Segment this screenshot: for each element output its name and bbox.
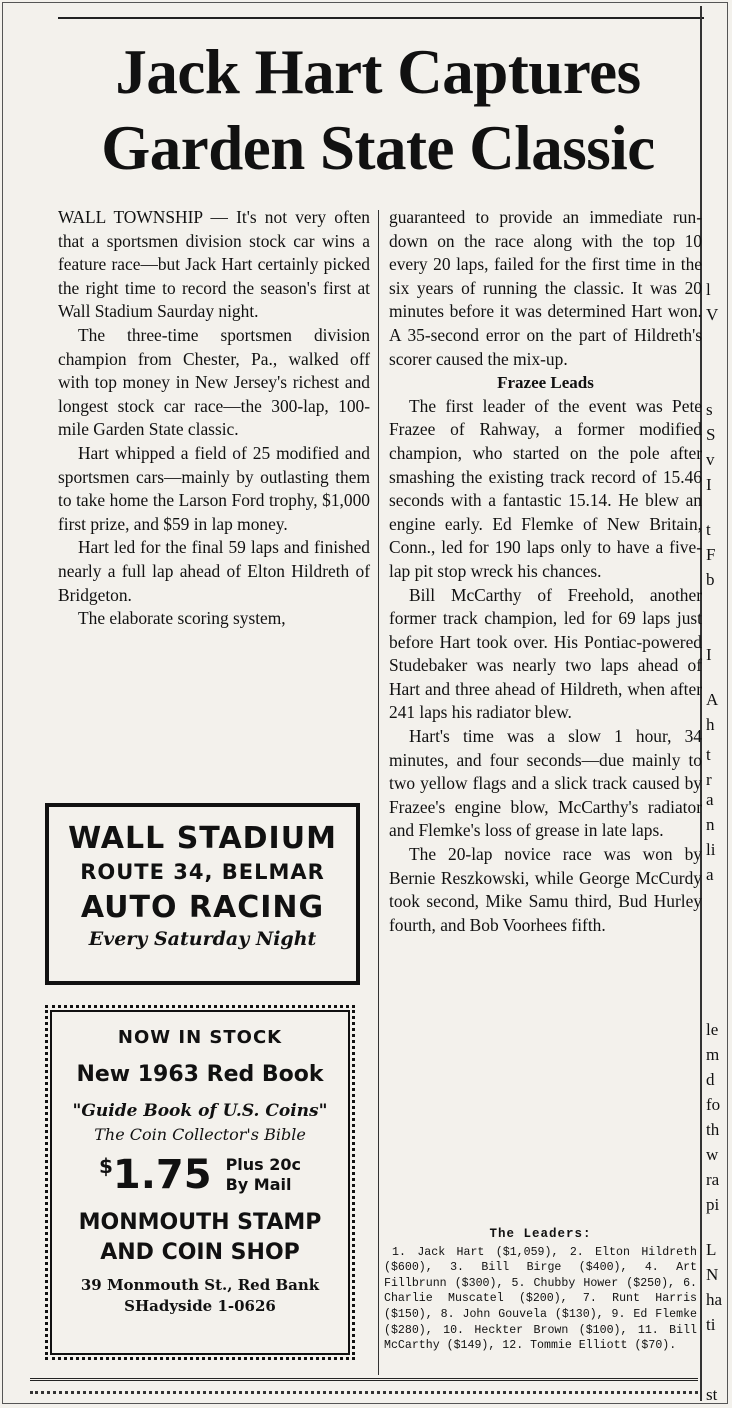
price-note-line: Plus 20c: [225, 1155, 302, 1174]
article-column-2: [389, 206, 702, 937]
paragraph: Hart's time was a slow 1 hour, 34 minutes, and four seconds—due mainly to two yellow flags and a slick track caused by Frazee's engine blow, McCarthy's radiator and Flemke's loss of grease in late laps.: [389, 726, 702, 841]
paragraph: guaranteed to provide an immediate run-down on the race along with the top 10 every 20 laps, failed for the first time in the six years of running the classic. It was 20 minutes before it was determined Hart won. A 35-second error on the part of Hildreth's scorer caused the mix-up.: [389, 207, 702, 369]
edge-fragment: l: [706, 280, 711, 299]
edge-fragment: st: [706, 1385, 718, 1404]
edge-fragment: A: [706, 690, 719, 709]
paragraph: Hart led for the final 59 laps and finished nearly a full lap ahead of Elton Hildreth of Bridgeton.: [58, 537, 370, 605]
edge-fragment: V: [706, 305, 719, 324]
leaders-title: The Leaders:: [489, 1227, 592, 1241]
edge-fragment: L: [706, 1240, 717, 1259]
edge-fragment: ra: [706, 1170, 720, 1189]
ad-phone: SHadyside 1-0626: [124, 1297, 276, 1315]
edge-fragment: th: [706, 1120, 720, 1139]
ad-location: ROUTE 34, BELMAR: [80, 860, 325, 884]
edge-fragment: ti: [706, 1315, 716, 1334]
edge-fragment: ha: [706, 1290, 723, 1309]
ad-shop-name: [48, 1208, 352, 1268]
edge-fragment: n: [706, 815, 715, 834]
edge-fragment: F: [706, 545, 716, 564]
paragraph: The 20-lap novice race was won by Bernie Reszkowski, while George McCurdy took second, Mike Samu third, Bud Hurley fourth, and Bob Voorhees fifth.: [389, 844, 702, 935]
leaders-box: [384, 1227, 697, 1354]
ad-book-title: "Guide Book of U.S. Coins": [72, 1101, 328, 1121]
edge-fragment: I: [706, 475, 712, 494]
leaders-list: 1. Jack Hart ($1,059), 2. Elton Hildreth ($600), 3. Bill Birge ($400), 4. Art Fillbrunn ($300), 5. Chubby Hower ($250), 6. Charlie Muscatel ($200), 7. Runt Harris ($150), 8. John Gouvela ($130), 9. Ed Flemke ($280), 10. Heckter Brown ($100), 11. Bill McCarthy ($149), 12. Tommie Elliott ($70).: [384, 1245, 697, 1353]
price-amount: 1.75: [112, 1152, 212, 1198]
column-divider: [378, 210, 379, 1375]
paragraph: Hart whipped a field of 25 modified and sportsmen cars—mainly by outlasting them to take home the Larson Ford trophy, $1,000 first prize, and $59 in lap money.: [58, 442, 370, 534]
edge-fragment: b: [706, 570, 715, 589]
edge-fragment: s: [706, 400, 713, 419]
edge-fragment: li: [706, 840, 716, 859]
shop-name-line: AND COIN SHOP: [100, 1240, 300, 1265]
edge-fragment: t: [706, 520, 711, 539]
ad-title: WALL STADIUM: [68, 821, 337, 856]
edge-fragment: t: [706, 745, 711, 764]
edge-fragment: w: [706, 1145, 719, 1164]
top-rule: [58, 17, 704, 19]
price-note-line: By Mail: [225, 1175, 292, 1194]
ad-price: [48, 1152, 352, 1198]
edge-fragment: d: [706, 1070, 715, 1089]
headline: Jack Hart Captures Garden State Classic: [101, 37, 655, 183]
paragraph: WALL TOWNSHIP — It's not very often that a sportsmen division stock car wins a feature race—but Jack Hart certainly picked the right time to record the season's first at Wall Stadium Saurday night.: [58, 207, 370, 322]
ad-product: New 1963 Red Book: [76, 1062, 324, 1087]
edge-fragment: fo: [706, 1095, 721, 1114]
edge-fragment: I: [706, 645, 712, 664]
subheading: Frazee Leads: [497, 373, 594, 393]
ad-stock-line: NOW IN STOCK: [117, 1027, 283, 1048]
shop-name-line: MONMOUTH STAMP: [78, 1210, 322, 1235]
edge-fragment: le: [706, 1020, 719, 1039]
bottom-rule: [30, 1378, 698, 1394]
dollar-sign: $: [98, 1154, 113, 1178]
edge-fragment: S: [706, 425, 716, 444]
coin-shop-ad: [45, 1005, 355, 1360]
paragraph: The three-time sportsmen division champion from Chester, Pa., walked off with top money in New Jersey's richest and longest stock car race—the 300-lap, 100-mile Garden State classic.: [58, 324, 370, 440]
paragraph: The first leader of the event was Pete Frazee of Rahway, a former modified champion, who started on the pole after smashing the existing track record of 15.46 seconds with a fantastic 15.14. He blew an engine early. Ed Flemke of New Britain, Conn., led for 190 laps only to have a five-lap pit stop wreck his chances.: [389, 395, 702, 581]
article-column-1: [58, 206, 370, 631]
edge-fragment: a: [706, 790, 714, 809]
edge-fragment: m: [706, 1045, 720, 1064]
edge-fragment: a: [706, 865, 714, 884]
edge-fragment: h: [706, 715, 715, 734]
edge-fragment: pi: [706, 1195, 720, 1214]
edge-fragment: v: [706, 450, 715, 469]
paragraph: The elaborate scoring system,: [78, 608, 286, 629]
ad-tagline: The Coin Collector's Bible: [94, 1125, 306, 1144]
ad-schedule: Every Saturday Night: [88, 928, 317, 950]
price-note: [226, 1155, 301, 1195]
ad-event: AUTO RACING: [80, 890, 325, 925]
wall-stadium-ad: [45, 803, 360, 985]
paragraph: Bill McCarthy of Freehold, another former track champion, led for 69 laps just before Hart took over. His Pontiac-powered Studebaker was nearly two laps ahead of Hart and three ahead of Hildreth, when after 241 laps his radiator blew.: [389, 584, 702, 723]
edge-fragment: N: [706, 1265, 719, 1284]
edge-fragment: r: [706, 770, 712, 789]
ad-address: 39 Monmouth St., Red Bank: [80, 1276, 320, 1294]
